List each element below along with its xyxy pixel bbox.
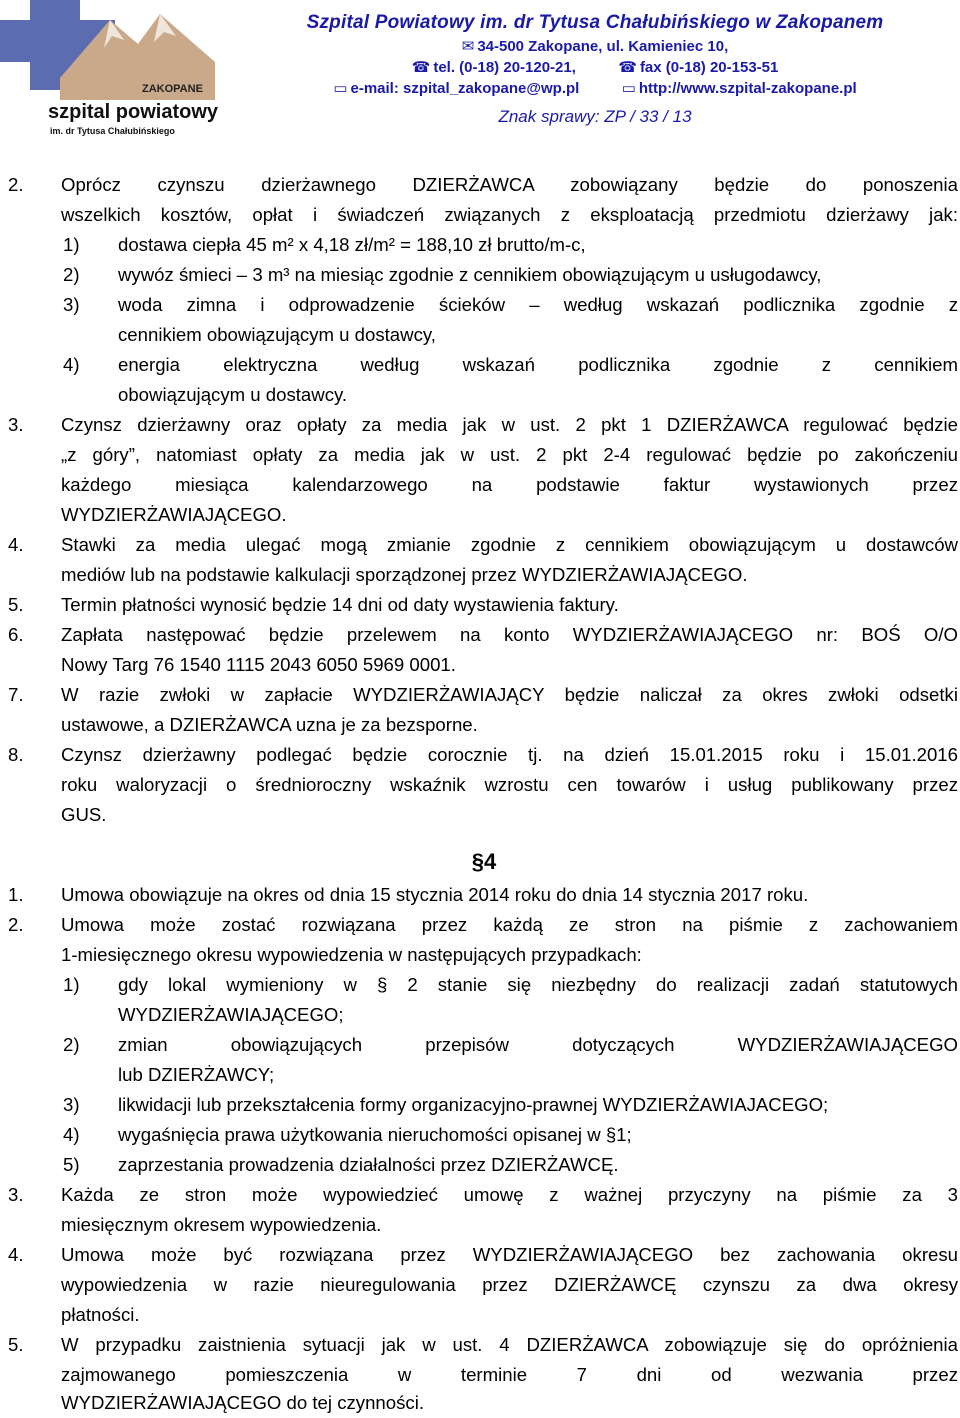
envelope-icon: ✉: [461, 38, 475, 55]
logo-city: ZAKOPANE: [142, 83, 203, 95]
letterhead-info: [230, 10, 960, 130]
section-title: §4: [471, 849, 497, 874]
letterhead: [0, 0, 960, 140]
case-reference: Znak sprawy: ZP / 33 / 13: [498, 107, 692, 126]
fax-text: fax (0-18) 20-153-51: [639, 59, 779, 76]
fax-icon: ☎: [618, 59, 637, 76]
address-text: 34-500 Zakopane, ul. Kamieniec 10,: [477, 38, 729, 55]
hospital-logo: [0, 0, 230, 140]
address-line: [230, 36, 960, 57]
logo-subtitle: im. dr Tytusa Chałubińskiego: [50, 126, 175, 136]
logo-name: szpital powiatowy: [48, 101, 219, 123]
website-link[interactable]: http://www.szpital-zakopane.pl: [638, 80, 857, 97]
phone-text: tel. (0-18) 20-120-21,: [433, 59, 576, 76]
phone-icon: ☎: [411, 59, 431, 76]
email-link[interactable]: e-mail: szpital_zakopane@wp.pl: [350, 80, 580, 97]
computer-icon: ▭: [333, 80, 348, 97]
hospital-name: Szpital Powiatowy im. dr Tytusa Chałubińskiego w Zakopanem: [306, 12, 884, 33]
phone-line: [230, 57, 960, 78]
computer-icon-2: ▭: [621, 80, 636, 97]
contact-line: [230, 78, 960, 99]
